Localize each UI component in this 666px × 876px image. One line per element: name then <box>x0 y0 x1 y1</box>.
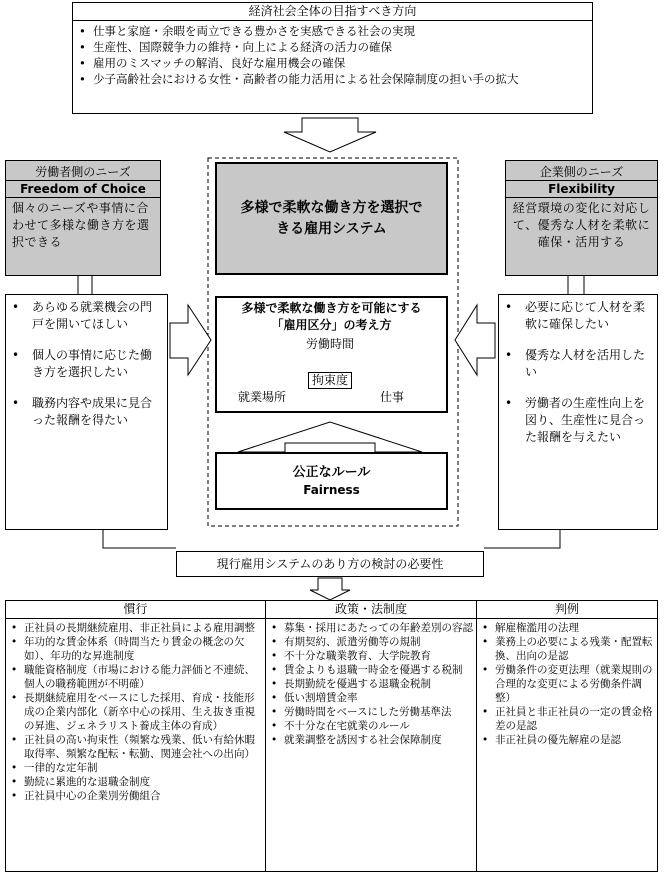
worker-needs-title: 労働者側のニーズ <box>35 165 131 179</box>
list-item: • 募集・採用にあたっての年齢差別の容認 <box>266 621 476 635</box>
table-column-practice <box>6 601 266 871</box>
list-item: • 長期継続雇用をベースにした採用、育成・技能形成の企業内部化（新卒中心の採用、生え抜き重視の昇進、ジェネラリスト養成主体の育成） <box>6 691 265 733</box>
list-item: • あらゆる就業機会の門戸を開いてほしい <box>6 299 161 333</box>
goals-box <box>72 2 593 114</box>
company-needs-title-en: Flexibility <box>506 180 657 198</box>
company-wishes-list <box>499 299 651 446</box>
list-item: • 労働者の生産性向上を図り、生産性に見合った報酬を与えたい <box>499 395 651 446</box>
list-item: • 労働時間をベースにした労働基準法 <box>266 705 476 719</box>
worker-needs-summary: 個々のニーズや事情に合わせて多様な働き方を選択できる <box>12 201 150 249</box>
concept-title-1: 多様で柔軟な働き方を可能にする <box>241 301 422 315</box>
list-item: • 就業調整を誘因する社会保障制度 <box>266 733 476 747</box>
table-header-case-law: 判例 <box>477 601 657 619</box>
review-need-label: 現行雇用システムのあり方の検討の必要性 <box>216 557 444 571</box>
list-item: • 労働条件の変更法理（就業規則の合理的な変更による労働条件調整） <box>477 663 657 705</box>
list-item: • 職能資格制度（市場における能力評価と不連続、個人の職務範囲が不明確） <box>6 663 265 691</box>
list-item: • 必要に応じて人材を柔軟に確保したい <box>499 299 651 333</box>
list-item: • 有期契約、派遣労働等の規制 <box>266 635 476 649</box>
list-item: • 解雇権濫用の法理 <box>477 621 657 635</box>
list-item: • 不十分な職業教育、大学院教育 <box>266 649 476 663</box>
issues-table <box>5 600 658 872</box>
list-item: • 正社員の高い拘束性（頻繁な残業、低い有給休暇取得率、頻繁な配転・転勤、関連会社への出向） <box>6 733 265 761</box>
worker-right-arrow <box>170 305 211 375</box>
axis-work-label: 仕事 <box>380 390 405 404</box>
worker-needs-title-en: Freedom of Choice <box>6 180 160 198</box>
list-item: • 業務上の必要による残業・配置転換、出向の是認 <box>477 635 657 663</box>
list-item: • 生産性、国際競争力の維持・向上による経済の活力の確保 <box>73 39 592 55</box>
list-item: • 一律的な定年制 <box>6 761 265 775</box>
axis-place-label: 就業場所 <box>238 390 287 404</box>
list-item: • 優秀な人材を活用したい <box>499 347 651 381</box>
list-item: • 職務内容や成果に見合った報酬を得たい <box>6 395 161 429</box>
worker-wishes-box <box>5 294 168 530</box>
list-item: • 不十分な在宅就業のルール <box>266 719 476 733</box>
list-item: • 正社員中心の企業別労働組合 <box>6 789 265 803</box>
fairness-up-arrow <box>238 422 422 452</box>
table-column-case-law <box>477 601 657 871</box>
worker-needs-box <box>5 160 161 276</box>
goals-down-arrow <box>284 118 376 152</box>
list-item: • 賃金よりも退職一時金を優遇する税制 <box>266 663 476 677</box>
review-need-box <box>176 551 484 577</box>
axis-center-label: 拘束度 <box>308 372 352 389</box>
list-item: • 勤続に累進的な退職金制度 <box>6 775 265 789</box>
table-header-policy: 政策・法制度 <box>266 601 476 619</box>
list-item: • 長期勤続を優遇する退職金税制 <box>266 677 476 691</box>
table-header-practice: 慣行 <box>6 601 265 619</box>
table-column-policy <box>266 601 477 871</box>
goals-title: 経済社会全体の目指すべき方向 <box>73 3 592 21</box>
concept-title-2: 「雇用区分」の考え方 <box>271 318 392 332</box>
flexible-system-box <box>215 162 448 275</box>
list-item: • 低い割増賃金率 <box>266 691 476 705</box>
list-item: • 少子高齢社会における女性・高齢者の能力活用による社会保障制度の担い手の拡大 <box>73 71 592 87</box>
list-item: • 正社員の長期継続雇用、非正社員による雇用調整 <box>6 621 265 635</box>
goals-list <box>73 21 592 87</box>
list-item: • 年功的な賃金体系（時間当たり賃金の概念の欠如）、年功的な昇進制度 <box>6 635 265 663</box>
company-wishes-box <box>498 294 658 530</box>
company-needs-title: 企業側のニーズ <box>539 165 624 179</box>
company-needs-box <box>505 160 658 276</box>
lower-left-bracket <box>103 530 176 548</box>
fairness-box <box>215 452 448 510</box>
list-item: • 個人の事情に応じた働き方を選択したい <box>6 347 161 381</box>
axis-time-label: 労働時間 <box>305 337 354 351</box>
fairness-label: 公正なルール <box>292 465 371 480</box>
list-item: • 仕事と家庭・余暇を両立できる豊かさを実感できる社会の実現 <box>73 23 592 39</box>
company-left-arrow <box>455 305 495 375</box>
list-item: • 正社員と非正社員の一定の賃金格差の是認 <box>477 705 657 733</box>
lower-right-bracket <box>484 530 560 548</box>
flexible-system-label: 多様で柔軟な働き方を選択できる雇用システム <box>240 199 423 237</box>
list-item: • 雇用のミスマッチの解消、良好な雇用機会の確保 <box>73 55 592 71</box>
company-needs-summary: 経営環境の変化に対応して、優秀な人材を柔軟に確保・活用する <box>512 201 651 249</box>
worker-wishes-list <box>6 299 161 429</box>
list-item: • 非正社員の優先解雇の是認 <box>477 733 657 747</box>
review-down-arrow <box>310 578 350 600</box>
fairness-label-en: Fairness <box>303 483 360 497</box>
